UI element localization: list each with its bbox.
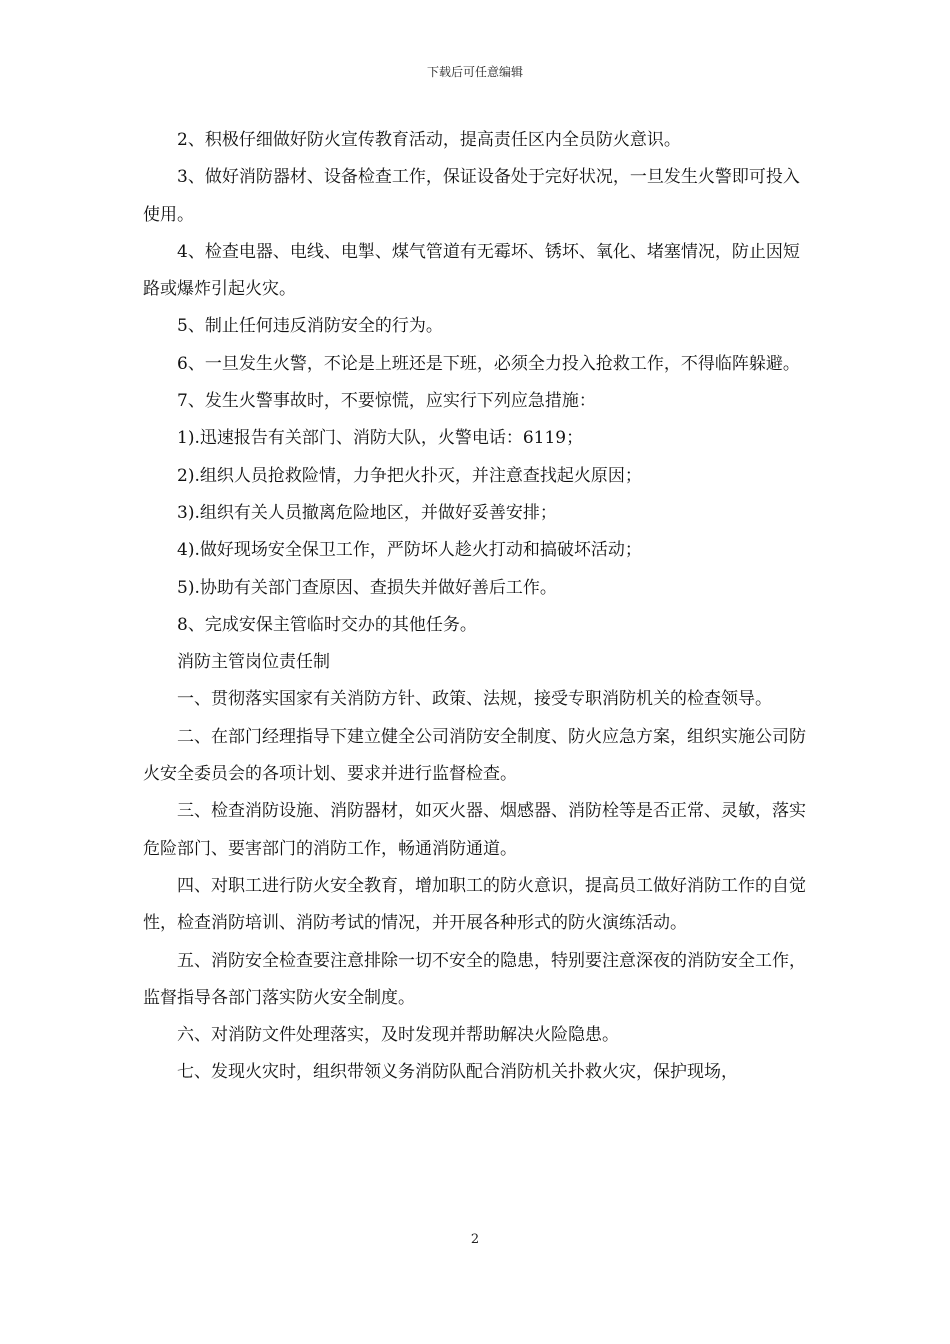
- paragraph: 五、消防安全检查要注意排除一切不安全的隐患，特别要注意深夜的消防安全工作，监督指导各部门落实防火安全制度。: [143, 950, 806, 1008]
- document-body: [143, 122, 807, 1092]
- paragraph: 四、对职工进行防火安全教育，增加职工的防火意识，提高员工做好消防工作的自觉性，检查消防培训、消防考试的情况，并开展各种形式的防火演练活动。: [143, 875, 806, 934]
- list-item: 5).协助有关部门查原因、查损失并做好善后工作。: [177, 577, 557, 598]
- paragraph: 4、检查电器、电线、电掣、煤气管道有无霉坏、锈坏、氧化、堵塞情况，防止因短路或爆炸引起火灾。: [143, 241, 800, 300]
- paragraph: 8、完成安保主管临时交办的其他任务。: [177, 614, 477, 635]
- paragraph: 3、做好消防器材、设备检查工作，保证设备处于完好状况，一旦发生火警即可投入使用。: [143, 167, 800, 225]
- paragraph: 二、在部门经理指导下建立健全公司消防安全制度、防火应急方案，组织实施公司防火安全委员会的各项计划、要求并进行监督检查。: [143, 726, 806, 785]
- paragraph: 7、发生火警事故时，不要惊慌，应实行下列应急措施：: [177, 391, 596, 412]
- paragraph: 一、贯彻落实国家有关消防方针、政策、法规，接受专职消防机关的检查领导。: [177, 689, 772, 710]
- list-item: 3).组织有关人员撤离危险地区，并做好妥善安排；: [177, 502, 557, 523]
- paragraph: 七、发现火灾时，组织带领义务消防队配合消防机关扑救火灾，保护现场，: [177, 1062, 738, 1083]
- paragraph: 六、对消防文件处理落实，及时发现并帮助解决火险隐患。: [177, 1025, 619, 1046]
- paragraph: 2、积极仔细做好防火宣传教育活动，提高责任区内全员防火意识。: [177, 130, 681, 150]
- list-item: 2).组织人员抢救险情，力争把火扑灭，并注意查找起火原因；: [177, 465, 642, 486]
- paragraph: 5、制止任何违反消防安全的行为。: [177, 316, 443, 337]
- paragraph: 6、一旦发生火警，不论是上班还是下班，必须全力投入抢救工作，不得临阵躲避。: [177, 353, 800, 374]
- page-header: 下载后可任意编辑: [426, 65, 523, 79]
- page-number: 2: [470, 1232, 480, 1247]
- list-item: 1).迅速报告有关部门、消防大队，火警电话：6119；: [177, 428, 584, 449]
- paragraph: 三、检查消防设施、消防器材，如灭火器、烟感器、消防栓等是否正常、灵敏，落实危险部门、要害部门的消防工作，畅通消防通道。: [143, 801, 806, 859]
- section-title: 消防主管岗位责任制: [177, 652, 330, 673]
- list-item: 4).做好现场安全保卫工作，严防坏人趁火打动和搞破坏活动；: [177, 540, 642, 561]
